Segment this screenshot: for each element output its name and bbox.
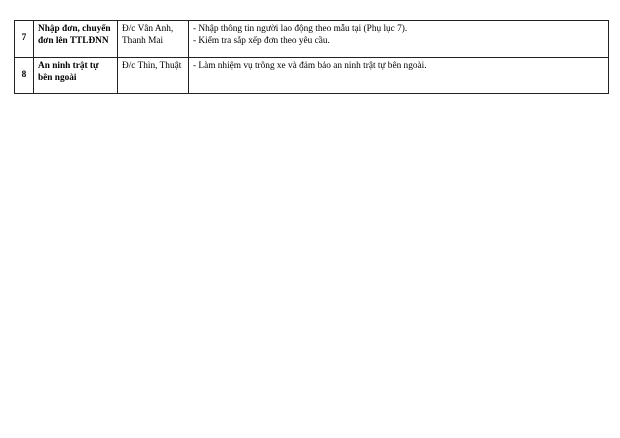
duty-line: - Làm nhiệm vụ trông xe và đảm bảo an ninh trật tự bên ngoài. — [193, 61, 427, 71]
duty-line: - Nhập thông tin người lao động theo mẫu tại (Phụ lục 7). — [193, 24, 408, 34]
row-number: 7 — [15, 21, 34, 58]
table-row — [15, 58, 609, 94]
task-duties — [189, 21, 609, 58]
row-number: 8 — [15, 58, 34, 94]
task-name: Nhập đơn, chuyển đơn lên TTLĐNN — [34, 21, 118, 58]
assigned-person: Đ/c Vân Anh, Thanh Mai — [118, 21, 189, 58]
table-row — [15, 21, 609, 58]
duty-line: - Kiểm tra sắp xếp đơn theo yêu cầu. — [193, 35, 330, 46]
assignment-table — [14, 20, 609, 94]
task-name: An ninh trật tự bên ngoài — [34, 58, 118, 94]
assigned-person: Đ/c Thìn, Thuật — [118, 58, 189, 94]
task-duties — [189, 58, 609, 94]
